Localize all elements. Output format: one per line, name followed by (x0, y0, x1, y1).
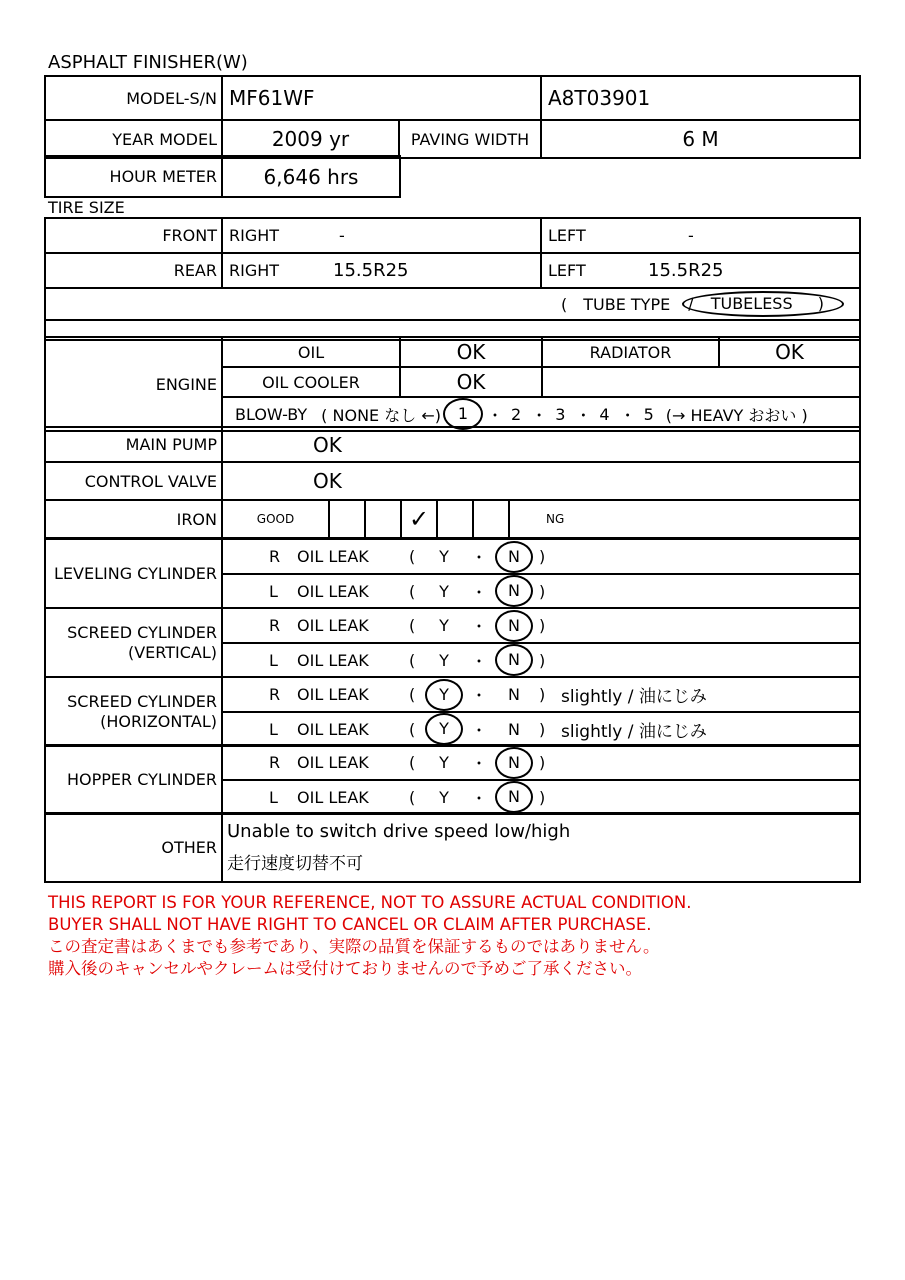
oil-cooler-label: OIL COOLER (222, 367, 400, 397)
option-dot: ・ (470, 686, 487, 705)
oil-leak-label: OIL LEAK (297, 650, 369, 670)
cylinder-label-line: SCREED CYLINDER (67, 622, 217, 642)
side-label: R (269, 685, 281, 704)
cylinder-label (45, 608, 222, 677)
oil-leak-label: OIL LEAK (297, 581, 369, 601)
paren-open: ( (409, 616, 416, 635)
control-valve-label: CONTROL VALVE (45, 462, 222, 500)
option-dot: ・ (470, 754, 487, 773)
blowby-dot: ・ (575, 405, 592, 425)
front-right-label: RIGHT (229, 226, 280, 245)
iron-scale-3-checked: ✓ (401, 500, 437, 538)
radiator-value: OK (719, 337, 860, 367)
main-pump-label: MAIN PUMP (45, 427, 222, 462)
cylinder-label (45, 539, 222, 608)
paren-open: ( (409, 753, 416, 772)
blowby-dot: ・ (486, 405, 503, 425)
blowby-dot: ・ (531, 405, 548, 425)
n-option-circled: N (495, 541, 533, 573)
oil-leak-row (223, 610, 859, 642)
iron-scale-1 (329, 500, 365, 538)
cylinder-table (44, 607, 861, 678)
oil-leak-row (223, 541, 859, 573)
engine-label: ENGINE (45, 337, 222, 431)
components-table (44, 426, 861, 501)
n-option-circled: N (495, 747, 533, 779)
paren-close: ) (539, 719, 546, 739)
hour-meter-value: 6,646 hrs (222, 156, 400, 197)
rear-right-label: RIGHT (229, 261, 280, 280)
oil-leak-row (223, 679, 859, 711)
front-label: FRONT (45, 218, 222, 253)
main-pump-value: OK (222, 427, 860, 462)
model-value: MF61WF (222, 76, 541, 120)
option-dot: ・ (470, 548, 487, 567)
leak-note: slightly / 油にじみ (561, 721, 707, 742)
hour-meter-table (44, 155, 401, 198)
paren-close: ) (539, 685, 546, 704)
n-option-circled: N (495, 781, 533, 813)
side-label: R (269, 616, 281, 635)
y-option: Y (439, 616, 449, 635)
engine-table (44, 336, 861, 432)
iron-scale-2 (365, 500, 401, 538)
iron-good-label: GOOD (222, 500, 329, 538)
cylinder-label-line: (HORIZONTAL) (100, 711, 217, 731)
oil-label: OIL (222, 337, 400, 367)
blowby-2: 2 (510, 404, 522, 424)
disclaimer-line-2: BUYER SHALL NOT HAVE RIGHT TO CANCEL OR CLAIM AFTER PURCHASE. (48, 915, 652, 934)
blowby-none: ( NONE なし ←) (321, 405, 441, 425)
blowby-4: 4 (599, 404, 610, 424)
disclaimer-line-1: THIS REPORT IS FOR YOUR REFERENCE, NOT TO ASSURE ACTUAL CONDITION. (48, 893, 692, 912)
blowby-heavy: (→ HEAVY おおい ) (665, 405, 808, 425)
paren-close: ) (539, 650, 546, 670)
paren-open: ( (409, 685, 416, 704)
disclaimer-line-3: この査定書はあくまでも参考であり、実際の品質を保証するものではありません。 (48, 937, 660, 956)
paren-close: ) (539, 581, 546, 601)
empty-cell (542, 367, 860, 397)
cylinder-label (45, 677, 222, 746)
oil-leak-row (223, 575, 859, 607)
front-left-value: - (688, 226, 694, 245)
n-option-circled: N (495, 610, 533, 642)
oil-leak-label: OIL LEAK (297, 616, 369, 635)
cylinder-label-line: SCREED CYLINDER (67, 691, 217, 711)
tire-size-label: TIRE SIZE (48, 198, 125, 217)
cylinder-label-line: (VERTICAL) (127, 642, 217, 662)
front-right-value: - (339, 226, 345, 245)
paving-width-value: 6 M (541, 120, 860, 158)
cylinder-label (45, 745, 222, 814)
oil-leak-label: OIL LEAK (297, 719, 369, 739)
other-line-2: 走行速度切替不可 (227, 853, 363, 874)
oil-value: OK (400, 337, 542, 367)
oil-leak-label: OIL LEAK (297, 685, 369, 704)
side-label: L (269, 787, 278, 807)
oil-leak-row (223, 781, 859, 813)
oil-leak-label: OIL LEAK (297, 753, 369, 772)
oil-leak-row (223, 644, 859, 676)
blowby-label: BLOW-BY (235, 404, 308, 424)
n-option: N (508, 685, 520, 704)
disclaimer-line-4: 購入後のキャンセルやクレームは受付けておりませんので予めご了承ください。 (48, 959, 642, 978)
rear-left-label: LEFT (548, 261, 586, 280)
report-title: ASPHALT FINISHER(W) (48, 52, 248, 73)
paving-width-label: PAVING WIDTH (399, 120, 541, 158)
side-label: R (269, 753, 281, 772)
n-option-circled: N (495, 644, 533, 676)
paren-close: ) (539, 787, 546, 807)
oil-leak-row (223, 747, 859, 779)
hour-meter-label: HOUR METER (45, 156, 222, 197)
rear-right-value: 15.5R25 (333, 260, 409, 281)
control-valve-value: OK (222, 462, 860, 500)
oil-leak-row (223, 713, 859, 745)
paren-open: ( (409, 650, 416, 670)
paren-close: ) (539, 547, 546, 566)
iron-scale-4 (437, 500, 473, 538)
paren-open: ( (409, 719, 416, 739)
cylinder-table (44, 538, 861, 609)
side-label: L (269, 719, 278, 739)
year-model-value: 2009 yr (222, 120, 399, 158)
y-option-circled: Y (425, 679, 463, 711)
blowby-dot: ・ (619, 405, 636, 425)
iron-ng-label: NG (509, 500, 860, 538)
n-option-circled: N (495, 575, 533, 607)
cylinder-table (44, 676, 861, 747)
tire-type-close: ) (817, 294, 824, 313)
rear-label: REAR (45, 253, 222, 288)
cylinder-label-line: HOPPER CYLINDER (66, 769, 217, 789)
tubeless-circled (682, 291, 844, 317)
option-dot: ・ (470, 582, 487, 602)
blowby-5: 5 (643, 404, 654, 424)
cylinder-label-line: LEVELING CYLINDER (54, 563, 217, 583)
disclaimer (48, 892, 691, 980)
other-line-1: Unable to switch drive speed low/high (227, 820, 571, 842)
paren-open: ( (409, 547, 416, 566)
header-table (44, 75, 861, 159)
y-option: Y (439, 581, 449, 601)
oil-cooler-value: OK (400, 367, 542, 397)
front-left-label: LEFT (548, 226, 586, 245)
model-sn-label: MODEL-S/N (45, 76, 222, 120)
tire-type-slash: / (688, 294, 694, 313)
side-label: L (269, 581, 278, 601)
radiator-label: RADIATOR (542, 337, 719, 367)
n-option: N (508, 719, 520, 739)
option-dot: ・ (470, 720, 487, 740)
other-label: OTHER (45, 813, 222, 882)
side-label: L (269, 650, 278, 670)
y-option: Y (439, 547, 449, 566)
option-dot: ・ (470, 788, 487, 808)
tire-table (44, 217, 861, 341)
option-dot: ・ (470, 617, 487, 636)
side-label: R (269, 547, 281, 566)
y-option: Y (439, 753, 449, 772)
paren-close: ) (539, 616, 546, 635)
cylinder-table (44, 744, 861, 815)
iron-table (44, 499, 861, 539)
rear-left-value: 15.5R25 (648, 260, 724, 281)
serial-value: A8T03901 (541, 76, 860, 120)
y-option: Y (439, 787, 449, 807)
y-option-circled: Y (425, 713, 463, 745)
paren-close: ) (539, 753, 546, 772)
paren-open: ( (409, 581, 416, 601)
leak-note: slightly / 油にじみ (561, 687, 707, 707)
other-table (44, 812, 861, 883)
tubeless-option: TUBELESS (710, 294, 793, 313)
tube-type-option: TUBE TYPE (583, 294, 671, 314)
oil-leak-label: OIL LEAK (297, 787, 369, 807)
iron-label: IRON (45, 500, 222, 538)
tire-type-open: ( (561, 294, 568, 314)
option-dot: ・ (470, 651, 487, 671)
year-model-label: YEAR MODEL (45, 120, 222, 158)
oil-leak-label: OIL LEAK (297, 547, 369, 566)
iron-scale-5 (473, 500, 509, 538)
blowby-3: 3 (555, 404, 566, 424)
paren-open: ( (409, 787, 416, 807)
blowby-1-circled: 1 (443, 398, 483, 430)
y-option: Y (439, 650, 449, 670)
